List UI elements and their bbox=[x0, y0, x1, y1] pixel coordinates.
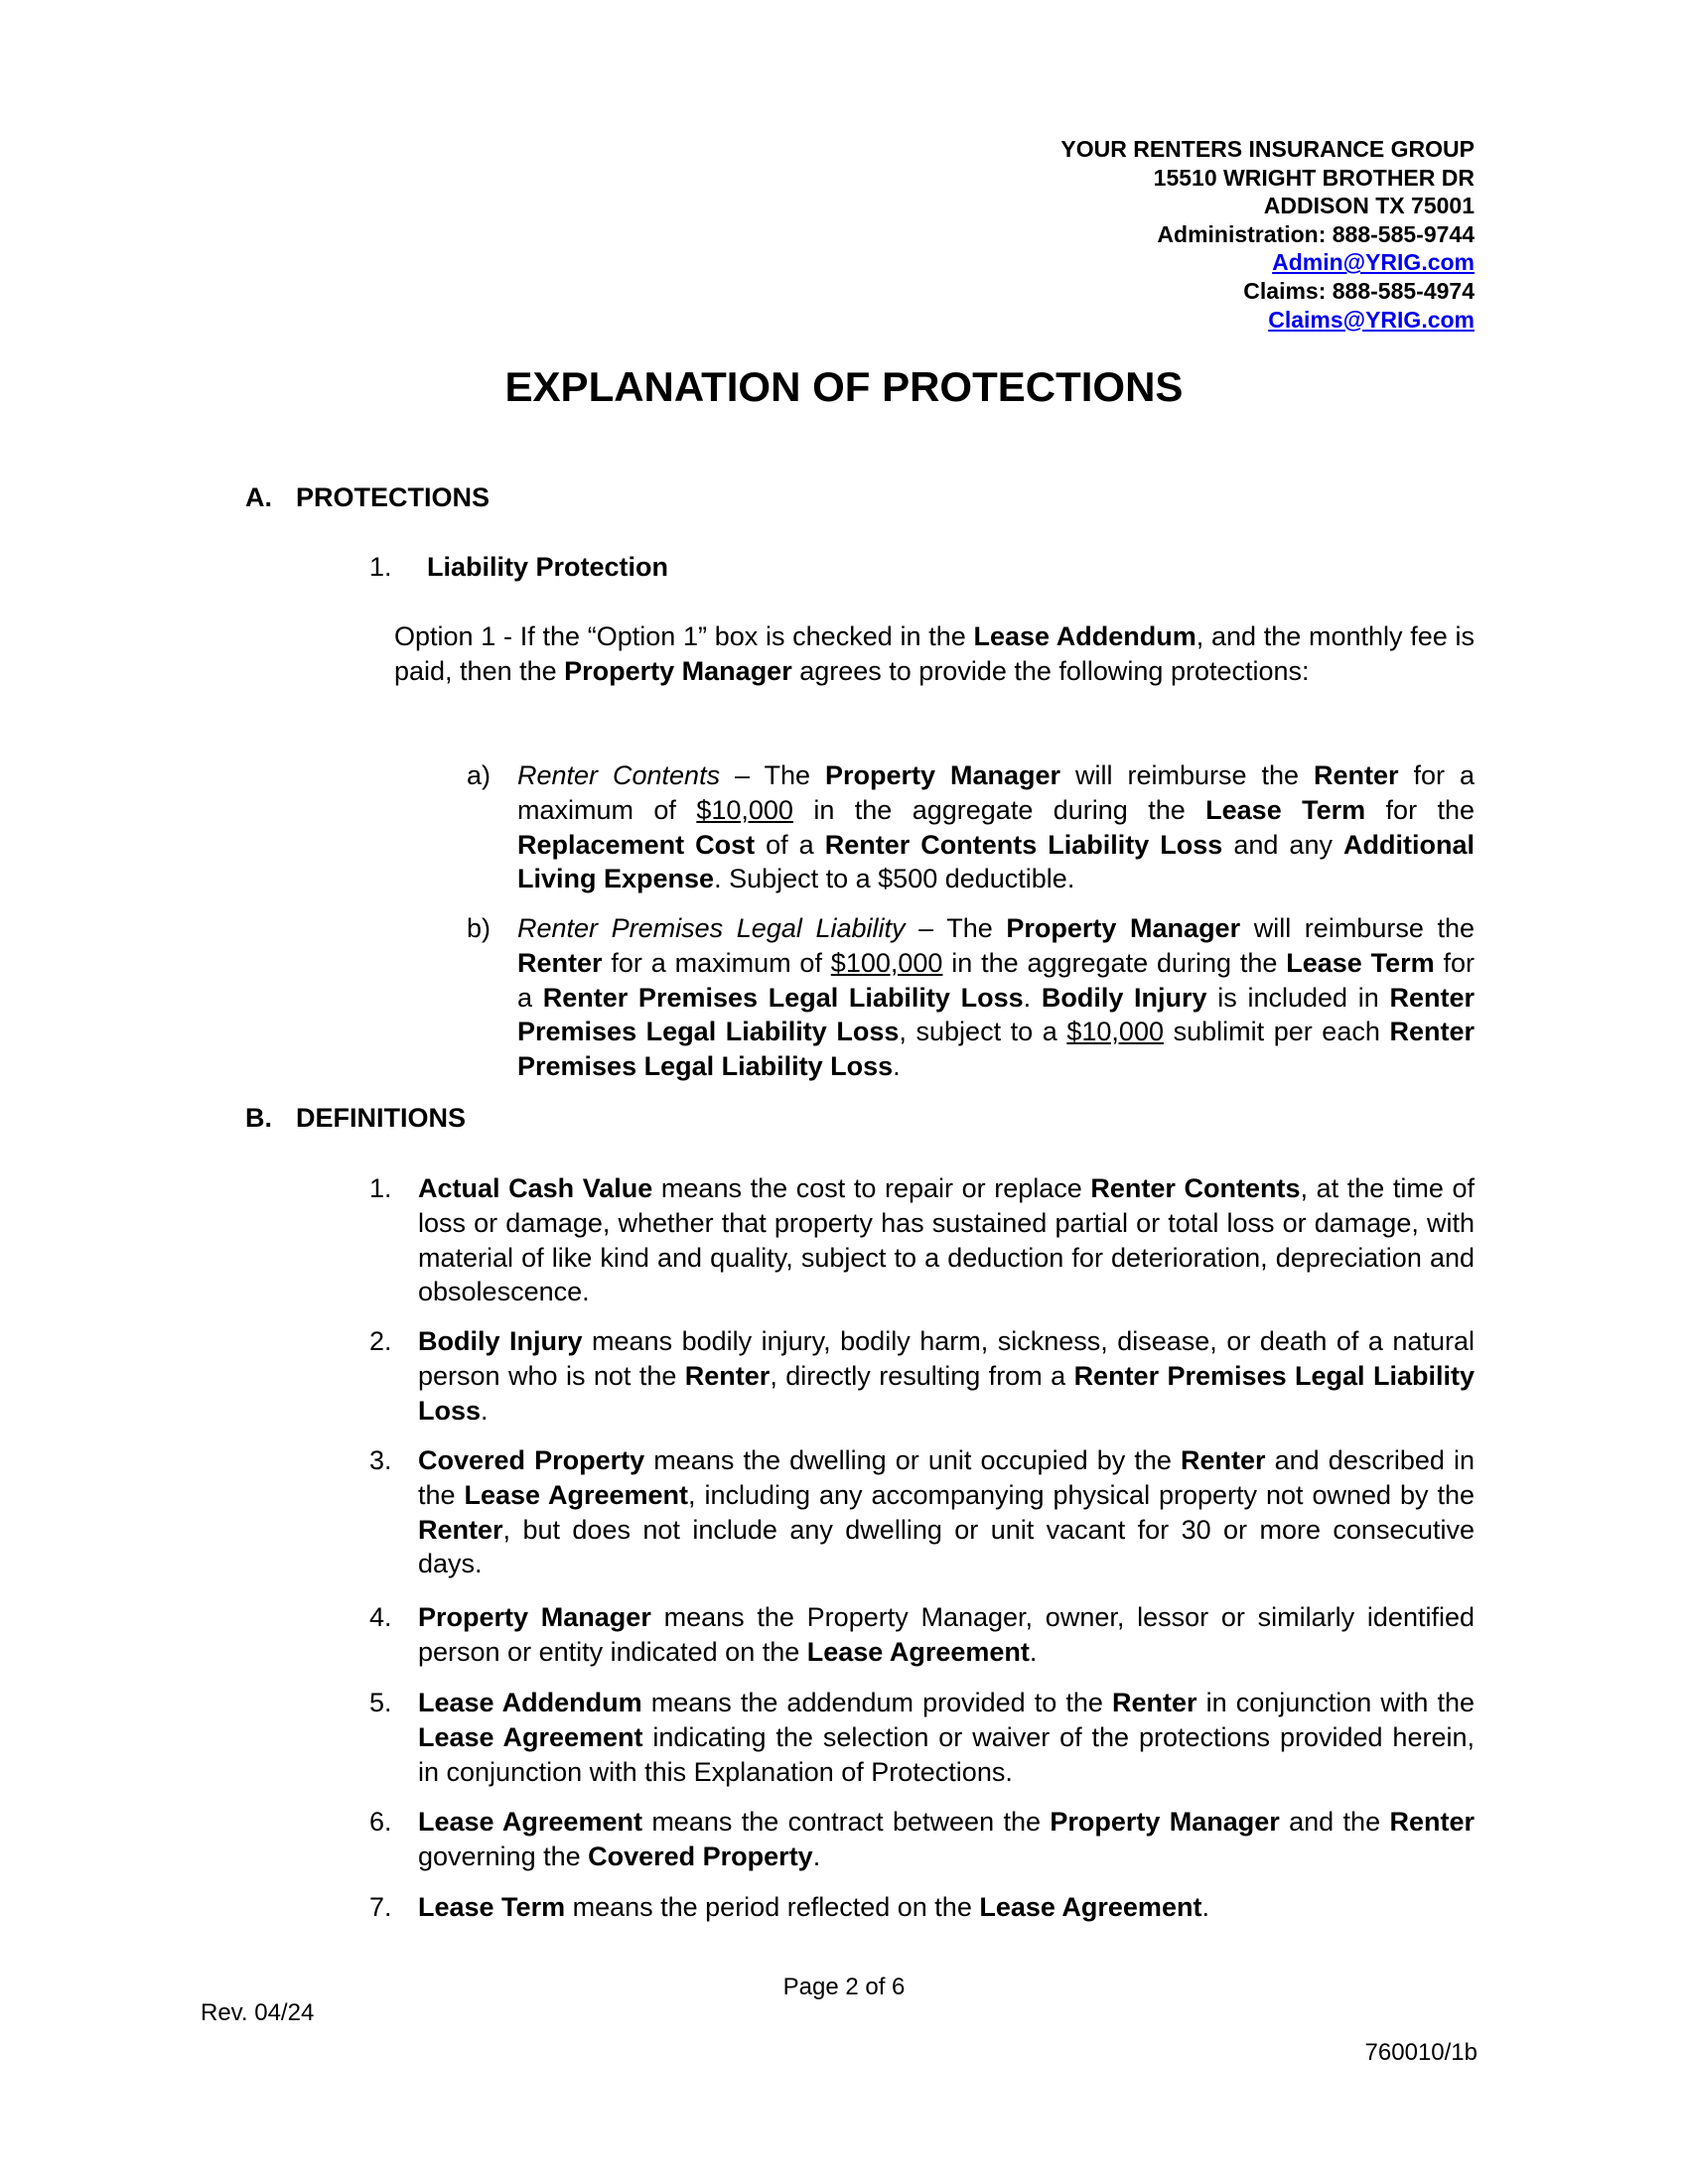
text: . bbox=[812, 1841, 821, 1871]
text: and any bbox=[1222, 829, 1343, 860]
item-marker: b) bbox=[467, 913, 492, 943]
term: Property Manager bbox=[1050, 1807, 1280, 1837]
term: Renter Premises Legal Liability Loss bbox=[517, 982, 1475, 1047]
street-address: 15510 WRIGHT BROTHER DR bbox=[1153, 164, 1475, 191]
definition-text bbox=[418, 1805, 1475, 1874]
text: and described in the bbox=[418, 1445, 1475, 1510]
term: Lease Term bbox=[1286, 947, 1435, 978]
term: Replacement Cost bbox=[517, 829, 756, 860]
term: Bodily Injury bbox=[1041, 982, 1207, 1013]
text: , but does not include any dwelling or unit vacant for 30 or more consecutive days. bbox=[418, 1514, 1475, 1579]
term: Property Manager bbox=[418, 1602, 651, 1632]
text: for the bbox=[1365, 794, 1475, 825]
item-number: 1. bbox=[369, 552, 392, 582]
term: Renter bbox=[418, 1514, 503, 1545]
text: means bodily injury, bodily harm, sickness, disease, or death of a natural person who is not the bbox=[418, 1326, 1475, 1391]
text: , subject to a bbox=[899, 1017, 1067, 1047]
letterhead bbox=[1060, 135, 1475, 334]
definition-text bbox=[418, 1324, 1475, 1428]
text: , directly resulting from a bbox=[770, 1360, 1074, 1391]
term: Renter Premises Legal Liability Loss bbox=[542, 982, 1024, 1013]
term: Renter Contents Liability Loss bbox=[824, 829, 1223, 860]
text: , at the time of loss or damage, whether that property has sustained partial or total loss or damage, with material of like kind and quality, subject to a deduction for deterioration, depreciation and obsolescence. bbox=[418, 1173, 1476, 1307]
text: . Subject to a $500 deductible. bbox=[714, 864, 1075, 894]
amount: $10,000 bbox=[1066, 1017, 1164, 1047]
term: Lease Agreement bbox=[464, 1479, 689, 1510]
text: . bbox=[481, 1395, 489, 1426]
definition-number: 2. bbox=[369, 1326, 392, 1356]
term: Renter bbox=[684, 1360, 771, 1391]
section-a-heading bbox=[245, 482, 490, 513]
item-text bbox=[517, 758, 1475, 896]
term: Lease Term bbox=[1205, 794, 1366, 825]
text: means the contract between the bbox=[641, 1807, 1051, 1837]
text: indicating the selection or waiver of the protections provided herein, in conjunction with this Explanation of Protections. bbox=[418, 1721, 1475, 1787]
term: Lease Agreement bbox=[979, 1892, 1202, 1922]
text: . bbox=[1023, 982, 1042, 1013]
text: governing the bbox=[418, 1841, 589, 1871]
term: Lease Term bbox=[418, 1892, 566, 1922]
text: for a maximum of bbox=[602, 947, 831, 978]
term: Renter Premises Legal Liability Loss bbox=[418, 1360, 1475, 1426]
term: Renter Contents bbox=[1090, 1173, 1301, 1203]
definition-number: 3. bbox=[369, 1445, 392, 1475]
term: Bodily Injury bbox=[418, 1326, 583, 1356]
text: will reimburse the bbox=[1240, 913, 1475, 943]
amount: $10,000 bbox=[696, 794, 793, 825]
amount: $100,000 bbox=[830, 947, 943, 978]
page-title: EXPLANATION OF PROTECTIONS bbox=[504, 363, 1184, 410]
liability-protection-heading bbox=[369, 552, 668, 583]
term: Property Manager bbox=[564, 655, 792, 686]
text: of a bbox=[755, 829, 825, 860]
definition-number: 5. bbox=[369, 1688, 392, 1717]
text: Option 1 - If the “Option 1” box is checked in the bbox=[394, 621, 974, 651]
admin-phone: Administration: 888-585-9744 bbox=[1157, 220, 1475, 247]
text: . bbox=[1029, 1636, 1038, 1667]
claims-email-link[interactable]: Claims@YRIG.com bbox=[1268, 306, 1475, 333]
text: means the addendum provided to the bbox=[641, 1688, 1112, 1717]
term: Property Manager bbox=[825, 760, 1061, 790]
definition-text bbox=[418, 1890, 1475, 1925]
term: Renter bbox=[1314, 760, 1399, 790]
term: Covered Property bbox=[418, 1445, 645, 1475]
item-marker: a) bbox=[467, 760, 492, 790]
definition-text bbox=[418, 1443, 1475, 1581]
section-b-heading bbox=[245, 1103, 466, 1134]
coverage-name: Renter Contents bbox=[517, 760, 721, 790]
term: Renter Premises Legal Liability Loss bbox=[517, 1017, 1475, 1082]
term: Renter bbox=[1111, 1688, 1197, 1717]
section-title: PROTECTIONS bbox=[296, 482, 491, 512]
term: Renter bbox=[517, 947, 603, 978]
text: agrees to provide the following protections: bbox=[791, 655, 1310, 686]
page-number: Page 2 of 6 bbox=[782, 1974, 906, 2000]
item-text bbox=[517, 911, 1475, 1084]
option-1-paragraph bbox=[394, 619, 1475, 689]
term: Lease Addendum bbox=[418, 1688, 642, 1717]
text: in the aggregate during the bbox=[942, 947, 1287, 978]
section-letter: A. bbox=[245, 482, 272, 512]
text: in the aggregate during the bbox=[792, 794, 1206, 825]
term: Covered Property bbox=[588, 1841, 813, 1871]
term: Lease Agreement bbox=[418, 1807, 642, 1837]
text: , including any accompanying physical property not owned by the bbox=[688, 1479, 1475, 1510]
term: Actual Cash Value bbox=[418, 1173, 653, 1203]
text: . bbox=[1201, 1892, 1209, 1922]
text: , and the monthly fee is paid, then the bbox=[394, 621, 1475, 686]
revision-label: Rev. 04/24 bbox=[201, 1999, 315, 2026]
text: means the period reflected on the bbox=[565, 1892, 980, 1922]
term: Lease Agreement bbox=[418, 1721, 643, 1752]
text: for a bbox=[517, 947, 1475, 1013]
text: . bbox=[893, 1051, 901, 1082]
admin-email-link[interactable]: Admin@YRIG.com bbox=[1272, 249, 1475, 276]
text: is included in bbox=[1206, 982, 1390, 1013]
item-title: Liability Protection bbox=[427, 552, 669, 582]
text: means the Property Manager, owner, lessor or similarly identified person or entity indicated on the bbox=[418, 1602, 1475, 1667]
text: – The bbox=[905, 913, 1007, 943]
definition-number: 1. bbox=[369, 1173, 392, 1203]
definition-text bbox=[418, 1686, 1475, 1789]
text: – The bbox=[720, 760, 826, 790]
form-number: 760010/1b bbox=[1364, 2039, 1477, 2066]
definition-number: 6. bbox=[369, 1807, 392, 1837]
text: in conjunction with the bbox=[1196, 1688, 1475, 1717]
text: means the cost to repair or replace bbox=[652, 1173, 1091, 1203]
term: Lease Agreement bbox=[806, 1636, 1030, 1667]
definition-text bbox=[418, 1171, 1475, 1309]
company-name: YOUR RENTERS INSURANCE GROUP bbox=[1060, 136, 1475, 162]
term: Renter bbox=[1181, 1445, 1266, 1475]
definition-text bbox=[418, 1600, 1475, 1670]
term: Lease Addendum bbox=[973, 621, 1196, 651]
coverage-name: Renter Premises Legal Liability bbox=[517, 913, 906, 943]
section-letter: B. bbox=[245, 1103, 272, 1133]
term: Renter bbox=[1389, 1807, 1475, 1837]
text: will reimburse the bbox=[1060, 760, 1314, 790]
text: sublimit per each bbox=[1163, 1017, 1390, 1047]
definition-number: 7. bbox=[369, 1892, 392, 1922]
section-title: DEFINITIONS bbox=[296, 1103, 467, 1133]
definition-number: 4. bbox=[369, 1602, 392, 1632]
term: Additional Living Expense bbox=[517, 829, 1475, 894]
city-state-zip: ADDISON TX 75001 bbox=[1263, 193, 1475, 219]
claims-phone: Claims: 888-585-4974 bbox=[1243, 277, 1475, 304]
term: Property Manager bbox=[1006, 913, 1241, 943]
text: and the bbox=[1279, 1807, 1390, 1837]
text: means the dwelling or unit occupied by the bbox=[644, 1445, 1181, 1475]
text: for a maximum of bbox=[517, 760, 1475, 825]
